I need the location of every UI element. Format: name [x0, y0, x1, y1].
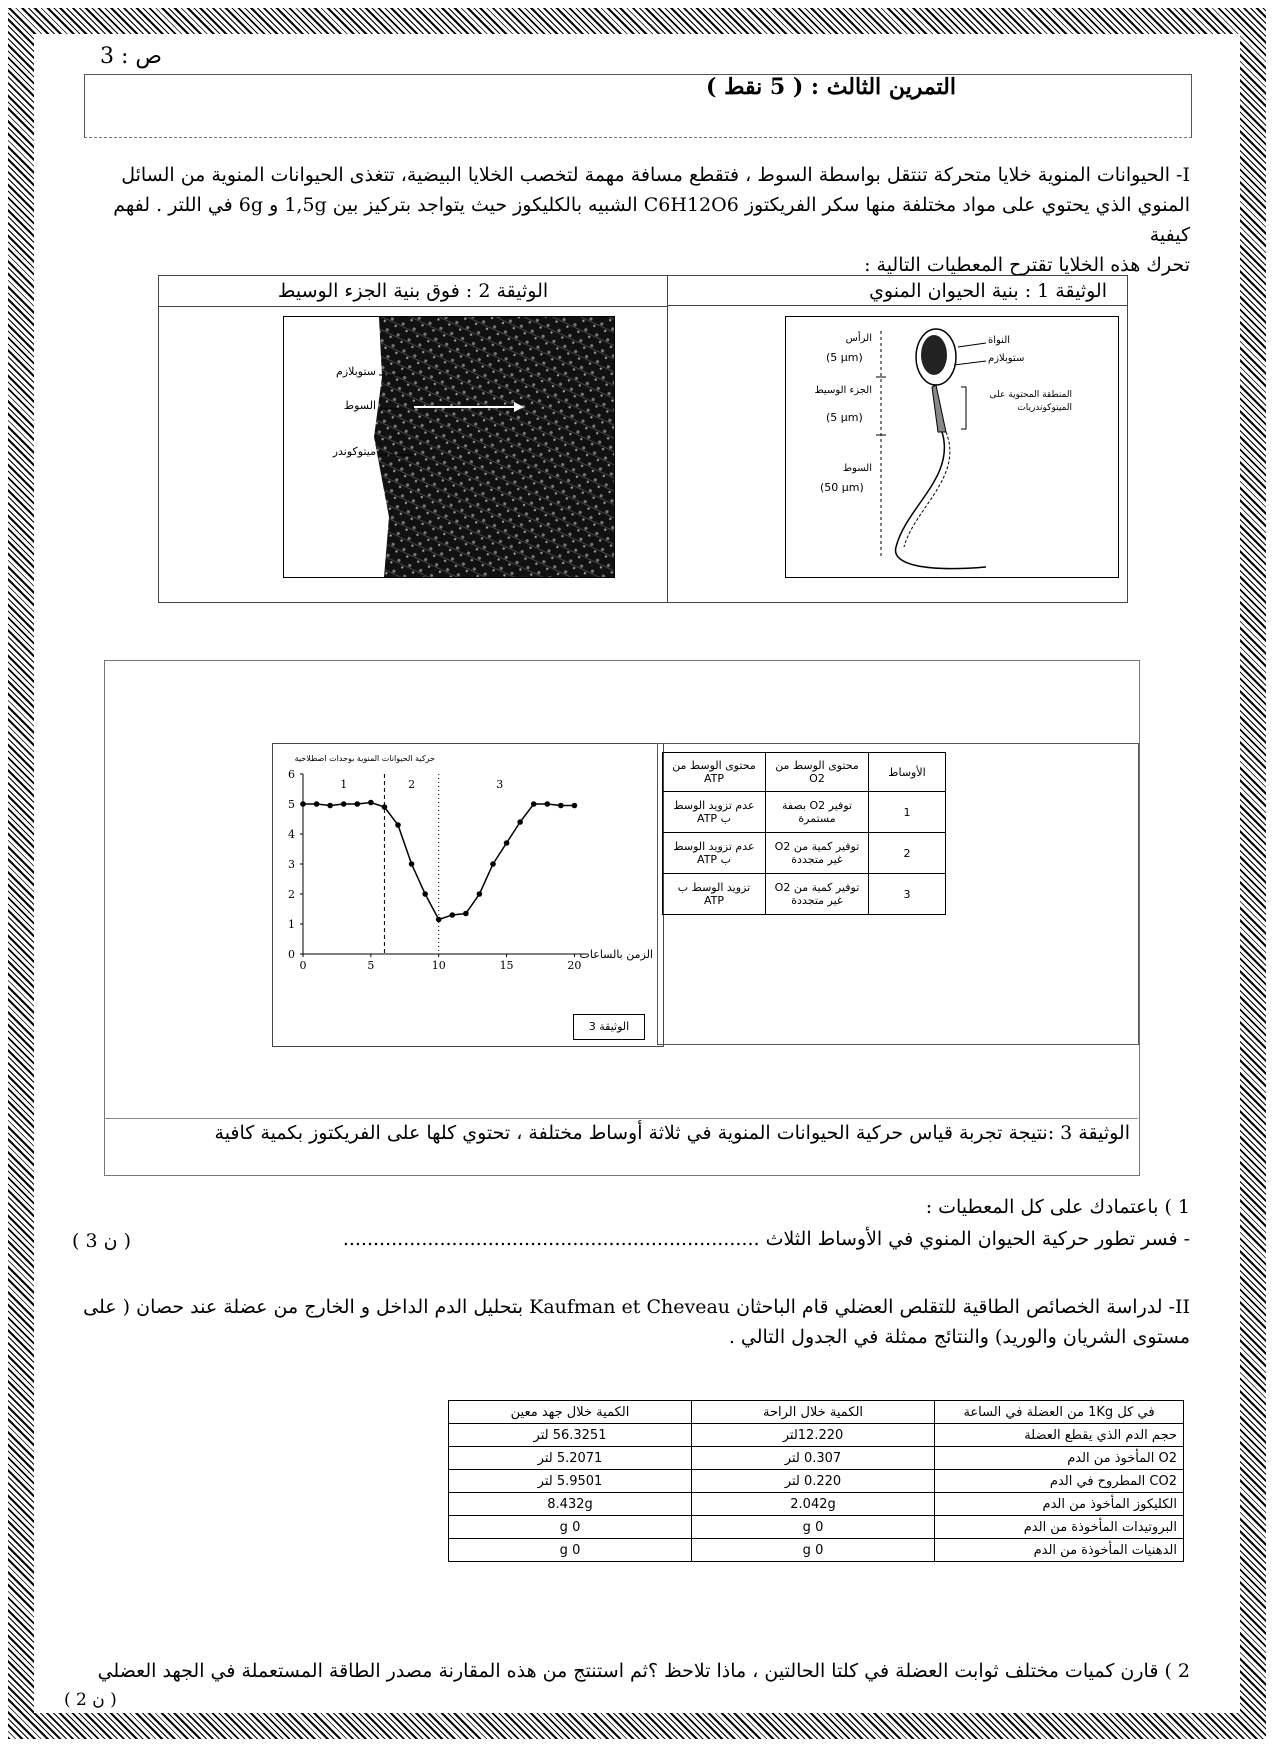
table-row: [449, 1470, 1184, 1493]
question2-points: ( 2 ن ): [64, 1690, 117, 1710]
chart-title: حركية الحيوانات المنوية بوحدات اصطلاحية: [294, 754, 435, 763]
table-cell: 8.432g: [449, 1493, 692, 1516]
part1-line: تحرك هذه الخلايا تقترح المعطيات التالية :: [864, 254, 1190, 276]
table-cell: الكليكوز المأخوذ من الدم: [935, 1493, 1184, 1516]
table-row: [449, 1447, 1184, 1470]
y-tick-label: 1: [288, 918, 295, 931]
table-header: الأوساط: [869, 753, 946, 792]
table-row: [449, 1539, 1184, 1562]
data-point: [327, 803, 333, 809]
table-cell: 0.307 لتر: [692, 1447, 935, 1470]
doc3-caption: الوثيقة 3 :نتيجة تجربة قياس حركية الحيوانات المنوية في ثلاثة أوساط مختلفة ، تحتوي كلها على الفريكتوز بكمية كافية: [214, 1122, 1130, 1144]
doc1-label: (50 µm): [820, 481, 864, 494]
part1-line: المنوي الذي يحتوي على مواد مختلفة منها سكر الفريكتوز C6H12O6 الشبيه بالكليكوز حيث يتواجد بتركيز بين 1,5g و 6g في اللتر . لفهم كيفية: [113, 194, 1190, 246]
chart-doc-label: الوثيقة 3: [573, 1014, 645, 1040]
data-point: [409, 861, 415, 867]
table-cell: 5.9501 لتر: [449, 1470, 692, 1493]
data-point: [504, 840, 510, 846]
y-tick-label: 5: [288, 798, 295, 811]
data-point: [341, 801, 347, 807]
table-cell: 3: [869, 874, 946, 915]
doc2-micrograph: [283, 316, 615, 578]
table-cell: 5.2071 لتر: [449, 1447, 692, 1470]
documents-1-2: [158, 275, 1128, 603]
phase-label: 2: [408, 778, 416, 791]
table-row: [449, 1424, 1184, 1447]
y-tick-label: 3: [288, 858, 295, 871]
doc1-sperm-diagram: [785, 316, 1119, 578]
doc1-title: الوثيقة 1 : بنية الحيوان المنوي: [668, 276, 1127, 306]
doc1-label: الرأس: [845, 333, 872, 344]
page-number: ص : 3: [100, 44, 162, 69]
question1-points: ( 3 ن ): [72, 1230, 131, 1252]
y-tick-label: 4: [288, 828, 295, 841]
data-point: [477, 891, 483, 897]
data-point: [354, 801, 360, 807]
table-cell: 12.220لتر: [692, 1424, 935, 1447]
y-tick-label: 6: [288, 768, 295, 781]
phase-label: 1: [340, 778, 348, 791]
table-cell: حجم الدم الذي يقطع العضلة: [935, 1424, 1184, 1447]
data-point: [382, 804, 388, 810]
table-row: [449, 1493, 1184, 1516]
doc2-title: الوثيقة 2 : فوق بنية الجزء الوسيط: [159, 276, 668, 307]
motility-series-line: [303, 803, 574, 920]
doc2-label: ستوبلازم: [336, 365, 376, 378]
doc1-label: السوط: [842, 463, 872, 474]
part2-line: مستوى الشريان والوريد) والنتائج ممثلة في الجدول التالي .: [728, 1326, 1190, 1348]
table-header: في كل 1Kg من العضلة في الساعة: [935, 1401, 1184, 1424]
muscle-table: [448, 1400, 1184, 1562]
table-header: الكمية خلال الراحة: [692, 1401, 935, 1424]
x-tick-label: 5: [367, 959, 375, 972]
chart-panel: [272, 743, 664, 1047]
data-point: [558, 803, 564, 809]
question2-line1: 2 ) قارن كميات مختلف ثوابت العضلة في كلتا الحالتين ، ماذا تلاحظ ؟ثم استنتج من هذه المقارنة مصدر الطاقة المستعملة في الجهد العضلي: [97, 1660, 1190, 1682]
data-point: [449, 912, 455, 918]
x-tick-label: 15: [499, 959, 514, 972]
data-point: [368, 800, 374, 806]
data-point: [436, 917, 442, 923]
table-row: [449, 1401, 1184, 1424]
table-cell: 2: [869, 833, 946, 874]
data-point: [300, 801, 306, 807]
table-cell: 0.220 لتر: [692, 1470, 935, 1493]
table-cell: توفير كمية من O2 غير متجددة: [766, 874, 869, 915]
data-point: [544, 801, 550, 807]
table-row: [663, 792, 946, 833]
data-point: [531, 801, 537, 807]
doc1-label: المنطقة المحتوية على الميتوكوندريات: [989, 390, 1072, 413]
x-tick-label: 10: [431, 959, 446, 972]
question1-line1: 1 ) باعتمادك على كل المعطيات :: [925, 1196, 1190, 1218]
table-cell: 2.042g: [692, 1493, 935, 1516]
table-header: الكمية خلال جهد معين: [449, 1401, 692, 1424]
table-cell: 0 g: [692, 1516, 935, 1539]
data-point: [572, 803, 578, 809]
doc1-label: النواة: [988, 335, 1011, 346]
table-row: [449, 1516, 1184, 1539]
doc1-label: (5 µm): [826, 411, 863, 424]
data-point: [517, 819, 523, 825]
table-row: [663, 753, 946, 792]
part2-line: II- لدراسة الخصائص الطاقية للتقلص العضلي قام الباحثان Kaufman et Cheveau بتحليل الدم الداخل و الخارج من عضلة عند حصان ( على: [83, 1296, 1190, 1318]
y-tick-label: 2: [288, 888, 295, 901]
table-cell: عدم تزويد الوسط ب ATP: [663, 833, 766, 874]
table-cell: عدم تزويد الوسط ب ATP: [663, 792, 766, 833]
table-cell: CO2 المطروح في الدم: [935, 1470, 1184, 1493]
part1-line: I- الحيوانات المنوية خلايا متحركة تنتقل بواسطة السوط ، فتقطع مسافة مهمة لتخصب الخلايا البيضية، تتغذى الحيوانات المنوية من السائل: [121, 164, 1190, 186]
table-header: محتوى الوسط من ATP: [663, 753, 766, 792]
table-cell: 0 g: [449, 1516, 692, 1539]
doc1-label: (5 µm): [826, 351, 863, 364]
data-point: [422, 891, 428, 897]
question1-line2: - فسر تطور حركية الحيوان المنوي في الأوساط الثلاث .....................................................................: [342, 1228, 1190, 1250]
part1-intro: [80, 160, 1190, 280]
part2-intro: [40, 1292, 1190, 1352]
data-point: [395, 822, 401, 828]
data-point: [490, 861, 496, 867]
doc1-label: الجزء الوسيط: [814, 385, 872, 396]
data-point: [314, 801, 320, 807]
motility-chart: [273, 744, 663, 1046]
table-cell: 56.3251 لتر: [449, 1424, 692, 1447]
conditions-table: [662, 752, 946, 915]
table-header: محتوى الوسط من O2: [766, 753, 869, 792]
x-tick-label: 20: [567, 959, 582, 972]
exercise-title: التمرين الثالث : ( 5 نقط ): [706, 74, 956, 100]
data-point: [463, 911, 469, 917]
conditions-panel: [657, 743, 1139, 1045]
doc2-label: السوط: [343, 399, 376, 412]
table-cell: الدهنيات المأخوذة من الدم: [935, 1539, 1184, 1562]
table-row: [663, 874, 946, 915]
y-tick-label: 0: [288, 948, 295, 961]
table-cell: 0 g: [692, 1539, 935, 1562]
title-box: [84, 74, 1192, 138]
table-cell: O2 المأخوذ من الدم: [935, 1447, 1184, 1470]
table-cell: توفير O2 بصفة مستمرة: [766, 792, 869, 833]
table-cell: 0 g: [449, 1539, 692, 1562]
phase-label: 3: [496, 778, 504, 791]
table-row: [663, 833, 946, 874]
table-cell: توفير كمية من O2 غير متجددة: [766, 833, 869, 874]
doc1-label: ستوبلازم: [988, 353, 1025, 364]
x-tick-label: 0: [299, 959, 307, 972]
table-cell: تزويد الوسط ب ATP: [663, 874, 766, 915]
table-cell: 1: [869, 792, 946, 833]
chart-xlabel: الزمن بالساعات: [579, 948, 653, 961]
table-cell: البروتيدات المأخوذة من الدم: [935, 1516, 1184, 1539]
doc2-label: ميتوكوندر: [332, 445, 376, 458]
